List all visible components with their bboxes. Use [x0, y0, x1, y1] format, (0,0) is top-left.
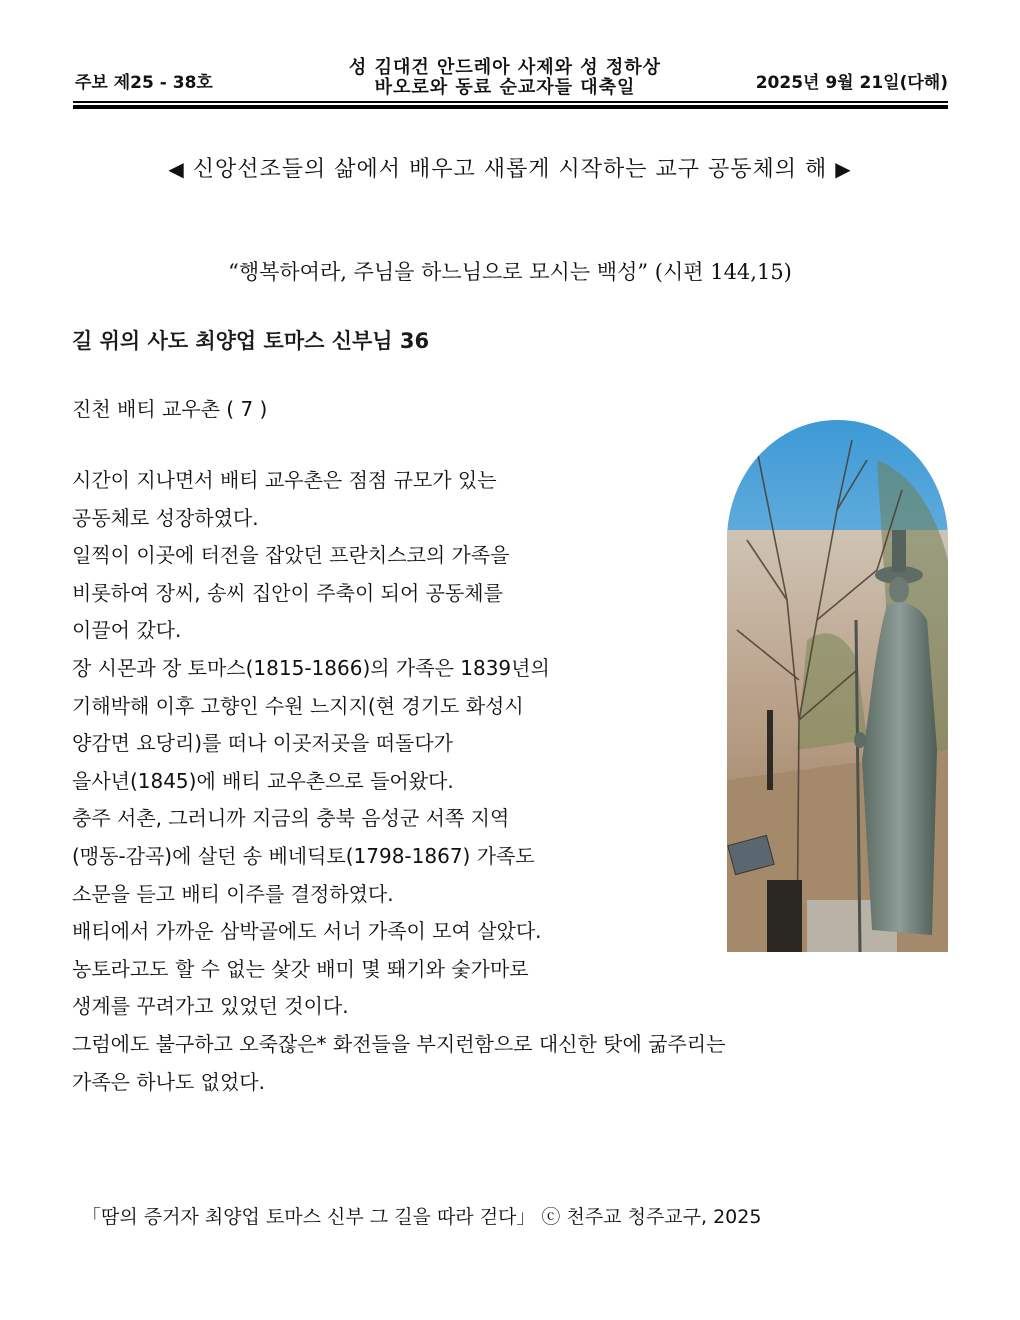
- body-line: 충주 서촌, 그러니까 지금의 충북 음성군 서쪽 지역: [72, 806, 510, 831]
- scripture-quote: “행복하여라, 주님을 하느님으로 모시는 백성” (시편 144,15): [228, 260, 792, 284]
- header-rule-thick: [73, 105, 948, 109]
- body-line: 생계를 꾸려가고 있었던 것이다.: [72, 994, 349, 1019]
- body-line: 양감면 요당리)를 떠나 이곳저곳을 떠돌다가: [72, 731, 453, 756]
- body-line: 기해박해 이후 고향인 수원 느지지(현 경기도 화성시: [72, 693, 524, 718]
- issue-number: 주보 제25 - 38호: [75, 73, 213, 93]
- body-line: 이끌어 갔다.: [72, 618, 182, 643]
- article-subtitle: 진천 배티 교우촌 ( 7 ): [72, 397, 268, 421]
- header-rule-thin: [73, 101, 948, 103]
- feast-title: [300, 58, 710, 98]
- year-theme-text: 신앙선조들의 삶에서 배우고 새롭게 시작하는 교구 공동체의 해: [192, 157, 828, 182]
- body-line: 농토라고도 할 수 없는 샃갓 배미 몇 뙈기와 숯가마로: [72, 956, 529, 981]
- article-body: [72, 462, 725, 1101]
- year-theme: [60, 152, 960, 183]
- body-line: 장 시몬과 장 토마스(1815-1866)의 가족은 1839년의: [72, 655, 550, 680]
- statue-photo: [727, 420, 948, 952]
- body-line: 그럼에도 불구하고 오죽잖은* 화전들을 부지런함으로 대신한 탓에 굶주리는: [72, 1031, 726, 1056]
- body-line: 소문을 듣고 배티 이주를 결정하였다.: [72, 881, 394, 906]
- footer-credit: 「땀의 증거자 최양업 토마스 신부 그 길을 따라 걷다」 ⓒ 천주교 청주교구, 2025: [82, 1206, 762, 1228]
- issue-date: 2025년 9월 21일(다해): [755, 73, 948, 93]
- feast-title-line2: 바오로와 동료 순교자들 대축일: [374, 77, 636, 98]
- triangle-right-icon: ▶: [835, 157, 852, 181]
- body-line: (맹동-감곡)에 살던 송 베네딕토(1798-1867) 가족도: [72, 843, 535, 868]
- statue-photo-illustration: [727, 420, 948, 952]
- body-line: 배티에서 가까운 삼박골에도 서너 가족이 모여 살았다.: [72, 919, 542, 944]
- body-line: 일찍이 이곳에 터전을 잡았던 프란치스코의 가족을: [72, 543, 510, 568]
- body-line: 가족은 하나도 없었다.: [72, 1069, 265, 1094]
- triangle-left-icon: ◀: [168, 157, 185, 181]
- body-line: 시간이 지나면서 배티 교우촌은 점점 규모가 있는: [72, 468, 497, 492]
- feast-title-line1: 성 김대건 안드레아 사제와 성 정하상: [348, 57, 662, 78]
- article-title: 길 위의 사도 최양업 토마스 신부님 36: [72, 329, 430, 353]
- body-line: 을사년(1845)에 배티 교우촌으로 들어왔다.: [72, 768, 454, 793]
- body-line: 비롯하여 장씨, 송씨 집안이 주축이 되어 공동체를: [72, 580, 503, 605]
- body-line: 공동체로 성장하였다.: [72, 505, 259, 530]
